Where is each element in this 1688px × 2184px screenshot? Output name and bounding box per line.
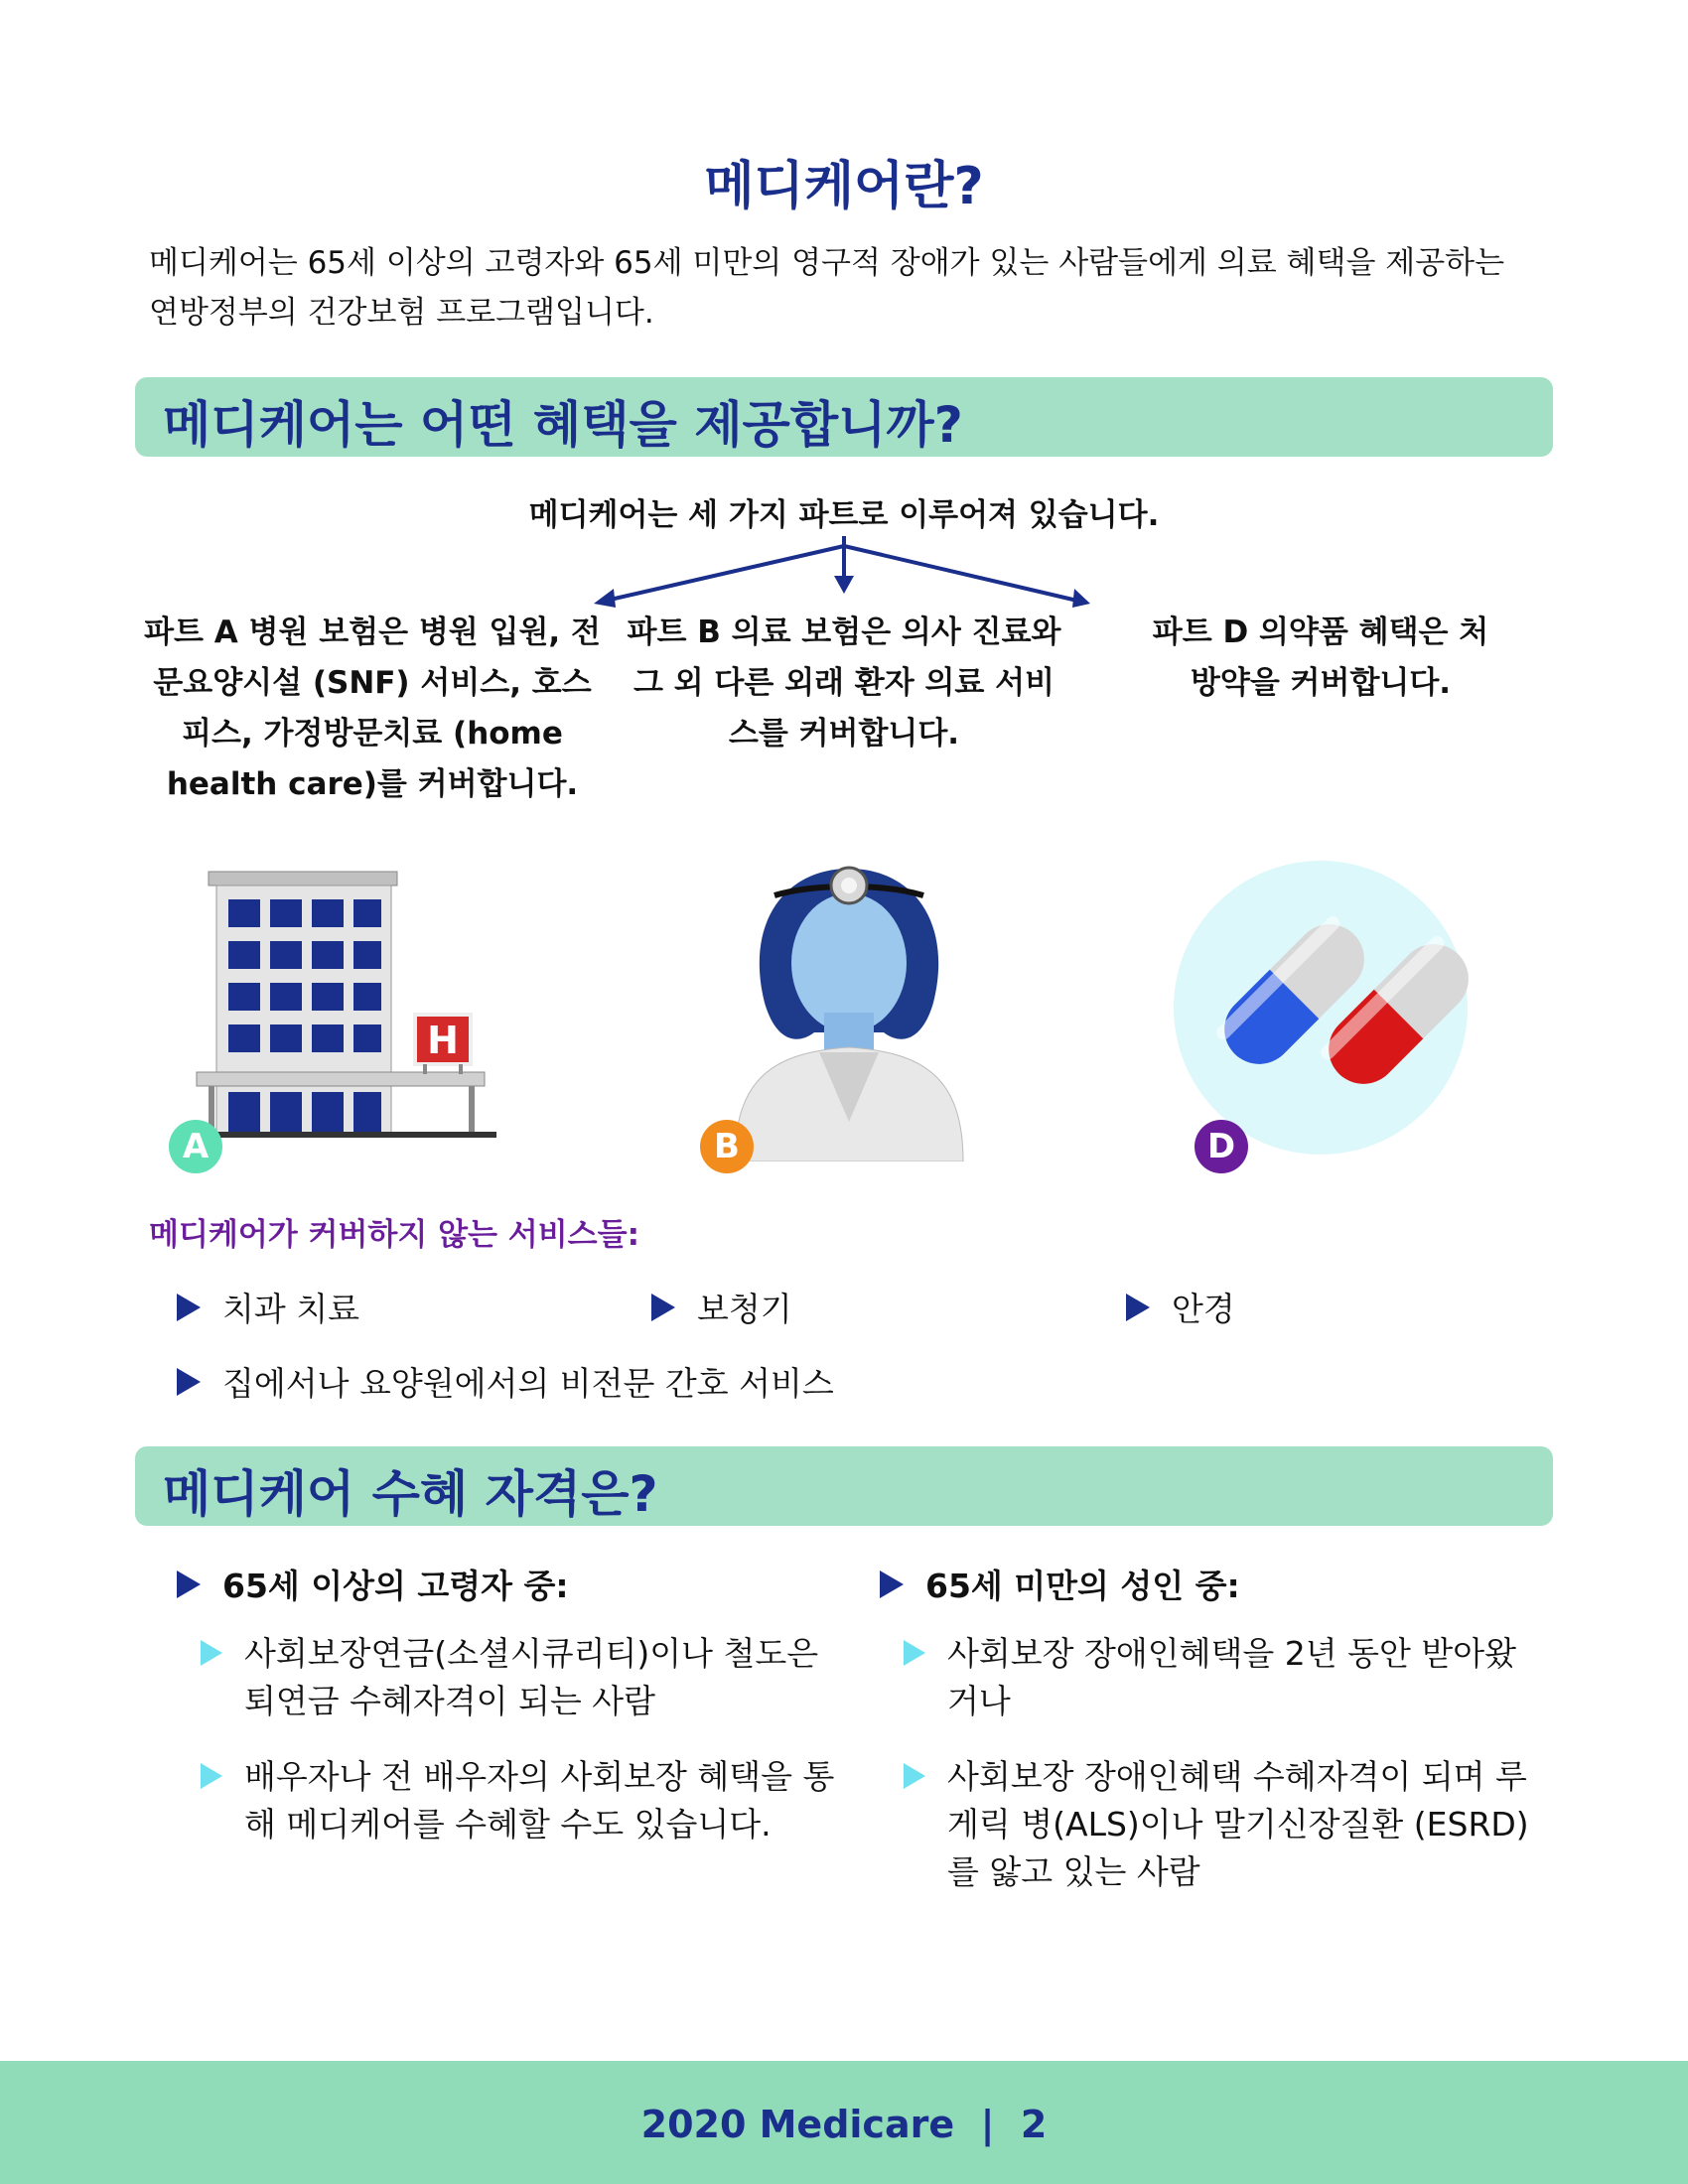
eligibility-right-item-text: 사회보장 장애인혜택을 2년 동안 받아왔거나 <box>947 1634 1517 1720</box>
eligibility-right-head <box>880 1561 1240 1607</box>
light-triangle-bullet-icon <box>904 1640 925 1666</box>
branch-arrows <box>586 536 1102 615</box>
eligibility-right-item <box>904 1630 1539 1725</box>
eligibility-left-item-text: 사회보장연금(소셜시큐리티)이나 철도은퇴연금 수혜자격이 되는 사람 <box>244 1634 819 1720</box>
light-triangle-bullet-icon <box>201 1640 222 1666</box>
eligibility-right-item-text: 사회보장 장애인혜택 수혜자격이 되며 루게릭 병(ALS)이나 말기신장질환 (ESRD)를 앓고 있는 사람 <box>947 1757 1529 1891</box>
arrow-center-head <box>834 576 854 594</box>
triangle-bullet-icon <box>177 1368 201 1396</box>
not-covered-item-text: 보청기 <box>697 1290 792 1328</box>
section-eligibility-heading: 메디케어 수혜 자격은? <box>163 1465 658 1523</box>
part-b-badge: B <box>700 1120 754 1173</box>
eligibility-right-head-text: 65세 미만의 성인 중: <box>925 1567 1240 1605</box>
not-covered-item-text: 안경 <box>1172 1290 1235 1328</box>
not-covered-title: 메디케어가 커버하지 않는 서비스들: <box>149 1217 639 1253</box>
eligibility-right-item <box>904 1753 1539 1896</box>
triangle-bullet-icon <box>1126 1294 1150 1321</box>
part-b-text: 파트 B 의료 보험은 의사 진료와 그 외 다른 외래 환자 의료 서비스를 커버합니다. <box>627 614 1061 751</box>
page-title: 메디케어란? <box>704 157 984 216</box>
section-eligibility-band <box>135 1446 1553 1526</box>
triangle-bullet-icon <box>177 1294 201 1321</box>
arrow-left <box>606 546 844 601</box>
roof <box>209 872 397 886</box>
not-covered-item-text: 집에서나 요양원에서의 비전문 간호 서비스 <box>222 1364 834 1403</box>
light-triangle-bullet-icon <box>201 1763 222 1789</box>
not-covered-item <box>177 1358 834 1405</box>
eligibility-left-item <box>201 1630 836 1725</box>
eligibility-left-head-text: 65세 이상의 고령자 중: <box>222 1567 569 1605</box>
doctor-illustration <box>725 864 973 1161</box>
arrow-left-head <box>594 589 616 608</box>
not-covered-item <box>177 1284 359 1330</box>
hospital-illustration <box>189 864 506 1152</box>
not-covered-item <box>651 1284 792 1330</box>
arrow-right <box>844 546 1077 601</box>
doctor-face <box>791 893 907 1032</box>
footer-text: 2020 Medicare | 2 <box>640 2103 1048 2146</box>
triangle-bullet-icon <box>651 1294 675 1321</box>
triangle-bullet-icon <box>177 1570 201 1598</box>
not-covered-item-text: 치과 치료 <box>222 1290 360 1328</box>
section-benefits-heading: 메디케어는 어떤 혜택을 제공합니까? <box>163 396 963 454</box>
not-covered-item <box>1126 1284 1235 1330</box>
parts-subheading: 메디케어는 세 가지 파트로 이루어져 있습니다. <box>528 497 1160 533</box>
section-benefits-band <box>135 377 1553 457</box>
light-triangle-bullet-icon <box>904 1763 925 1789</box>
part-a-badge: A <box>169 1120 222 1173</box>
intro-paragraph: 메디케어는 65세 이상의 고령자와 65세 미만의 영구적 장애가 있는 사람들에게 의료 혜택을 제공하는 연방정부의 건강보험 프로그램입니다. <box>149 245 1505 331</box>
arrow-right-head <box>1072 589 1090 608</box>
part-d-badge: D <box>1195 1120 1248 1173</box>
eligibility-left-item-text: 배우자나 전 배우자의 사회보장 혜택을 통해 메디케어를 수혜할 수도 있습니다. <box>244 1757 835 1843</box>
footer-band <box>0 2061 1688 2184</box>
part-a-text: 파트 A 병원 보험은 병원 입원, 전문요양시설 (SNF) 서비스, 호스피스, 가정방문치료 (home health care)를 커버합니다. <box>144 614 601 802</box>
hospital-sign-letter: H <box>427 1019 459 1062</box>
eligibility-left-item <box>201 1753 836 1848</box>
triangle-bullet-icon <box>880 1570 904 1598</box>
canopy <box>197 1072 485 1086</box>
eligibility-left-head <box>177 1561 569 1607</box>
part-d-text: 파트 D 의약품 혜택은 처방약을 커버합니다. <box>1152 614 1489 701</box>
